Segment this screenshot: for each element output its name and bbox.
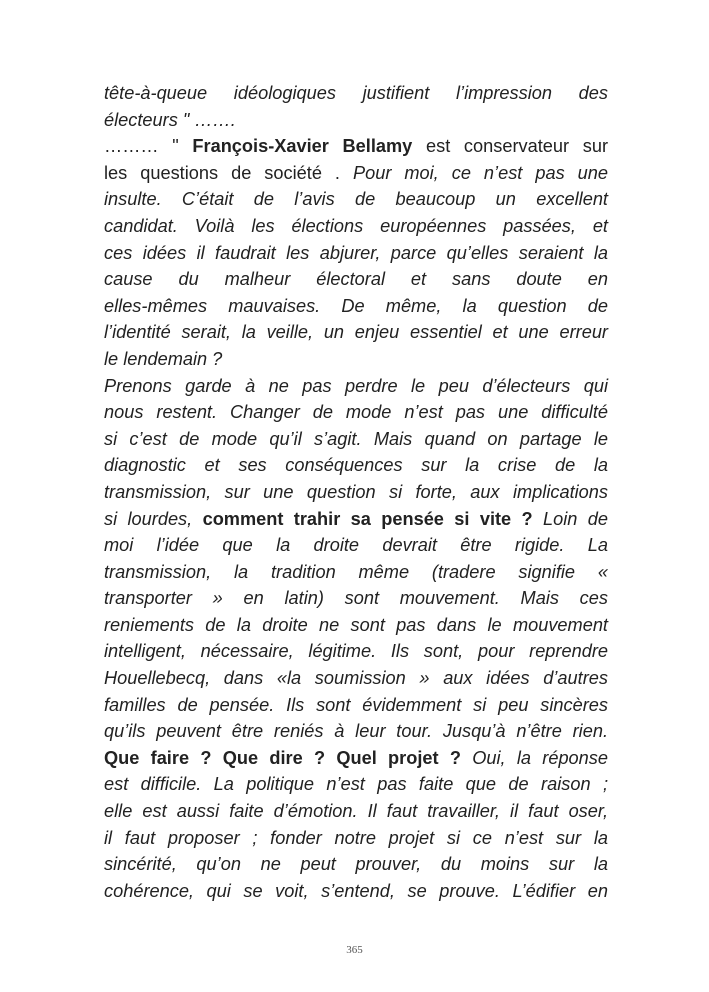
italic-text-run: intelligent, nécessaire, légitime. Ils sont, pour reprendre xyxy=(104,641,608,662)
italic-text-run: transmission, la tradition même (tradere signifie « xyxy=(104,561,608,582)
italic-text-run: Loin de xyxy=(532,508,608,529)
text-line xyxy=(104,213,608,240)
italic-text-run: Houellebecq, dans «la soumission » aux idées d’autres xyxy=(104,668,608,689)
text-line xyxy=(104,798,608,825)
text-line xyxy=(104,718,608,745)
text-line xyxy=(104,346,608,373)
italic-text-run: familles de pensée. Ils sont évidemment si peu sincères xyxy=(104,694,608,715)
text-line xyxy=(104,80,608,107)
italic-text-run: cause du malheur électoral et sans doute en xyxy=(104,269,608,290)
text-line xyxy=(104,293,608,320)
italic-text-run: moi l’idée que la droite devrait être rigide. La xyxy=(104,535,608,556)
text-run: les questions de société . xyxy=(104,162,353,183)
italic-text-run: il faut proposer ; fonder notre projet si ce n’est sur la xyxy=(104,827,608,848)
text-line xyxy=(104,665,608,692)
text-line xyxy=(104,585,608,612)
italic-text-run: Oui, la réponse xyxy=(460,747,608,768)
text-line xyxy=(104,426,608,453)
text-line xyxy=(104,373,608,400)
italic-text-run: si lourdes, xyxy=(104,508,203,529)
italic-text-run: tête-à-queue idéologiques justifient l’impression des xyxy=(104,83,608,103)
italic-text-run: le lendemain ? xyxy=(104,348,223,369)
italic-text-run: cohérence, qui se voit, s’entend, se prouve. L’édifier en xyxy=(104,880,608,901)
text-line xyxy=(104,399,608,426)
text-line xyxy=(104,240,608,267)
text-line xyxy=(104,319,608,346)
italic-text-run: elle est aussi faite d’émotion. Il faut travailler, il faut oser, xyxy=(104,801,608,822)
body-text xyxy=(104,80,608,904)
text-run: est conservateur sur xyxy=(412,136,609,157)
text-line xyxy=(104,266,608,293)
text-line xyxy=(104,612,608,639)
italic-text-run: elles-mêmes mauvaises. De même, la question de xyxy=(104,295,608,316)
text-line xyxy=(104,479,608,506)
bold-text-run: Que faire ? Que dire ? Quel projet ? xyxy=(104,747,461,768)
page-number: 365 xyxy=(346,944,363,956)
text-line xyxy=(104,878,608,905)
text-run: ……… " xyxy=(104,136,193,157)
text-line xyxy=(104,638,608,665)
text-line xyxy=(104,506,608,533)
italic-text-run: nous restent. Changer de mode n’est pas une difficulté xyxy=(104,402,608,423)
italic-text-run: est difficile. La politique n’est pas faite que de raison ; xyxy=(104,774,608,795)
text-line xyxy=(104,851,608,878)
italic-text-run: transporter » en latin) sont mouvement. Mais ces xyxy=(104,588,608,609)
text-line xyxy=(104,186,608,213)
text-line xyxy=(104,745,608,772)
italic-text-run: reniements de la droite ne sont pas dans le mouvement xyxy=(104,614,608,635)
bold-text-run: comment trahir sa pensée si vite ? xyxy=(202,508,533,529)
text-line xyxy=(104,107,608,134)
italic-text-run: Prenons garde à ne pas perdre le peu d’électeurs qui xyxy=(104,375,608,396)
text-line xyxy=(104,771,608,798)
italic-text-run: électeurs " ……. xyxy=(104,109,236,130)
italic-text-run: l’identité serait, la veille, un enjeu essentiel et une erreur xyxy=(104,322,608,343)
text-line xyxy=(104,559,608,586)
italic-text-run: qu’ils peuvent être reniés à leur tour. Jusqu’à n’être rien. xyxy=(104,721,608,742)
text-line xyxy=(104,825,608,852)
text-line xyxy=(104,532,608,559)
text-line xyxy=(104,133,608,160)
italic-text-run: si c’est de mode qu’il s’agit. Mais quand on partage le xyxy=(104,428,608,449)
italic-text-run: sincérité, qu’on ne peut prouver, du moins sur la xyxy=(104,854,608,875)
italic-text-run: insulte. C’était de l’avis de beaucoup un excellent xyxy=(104,189,608,210)
italic-text-run: transmission, sur une question si forte, aux implications xyxy=(104,481,608,502)
bold-text-run: François-Xavier Bellamy xyxy=(192,136,413,157)
italic-text-run: Pour moi, ce n’est pas une xyxy=(352,162,608,183)
text-line xyxy=(104,160,608,187)
italic-text-run: ces idées il faudrait les abjurer, parce qu’elles seraient la xyxy=(104,242,608,263)
text-line xyxy=(104,452,608,479)
italic-text-run: candidat. Voilà les élections européennes passées, et xyxy=(104,215,608,236)
text-line xyxy=(104,692,608,719)
italic-text-run: diagnostic et ses conséquences sur la crise de la xyxy=(104,455,608,476)
